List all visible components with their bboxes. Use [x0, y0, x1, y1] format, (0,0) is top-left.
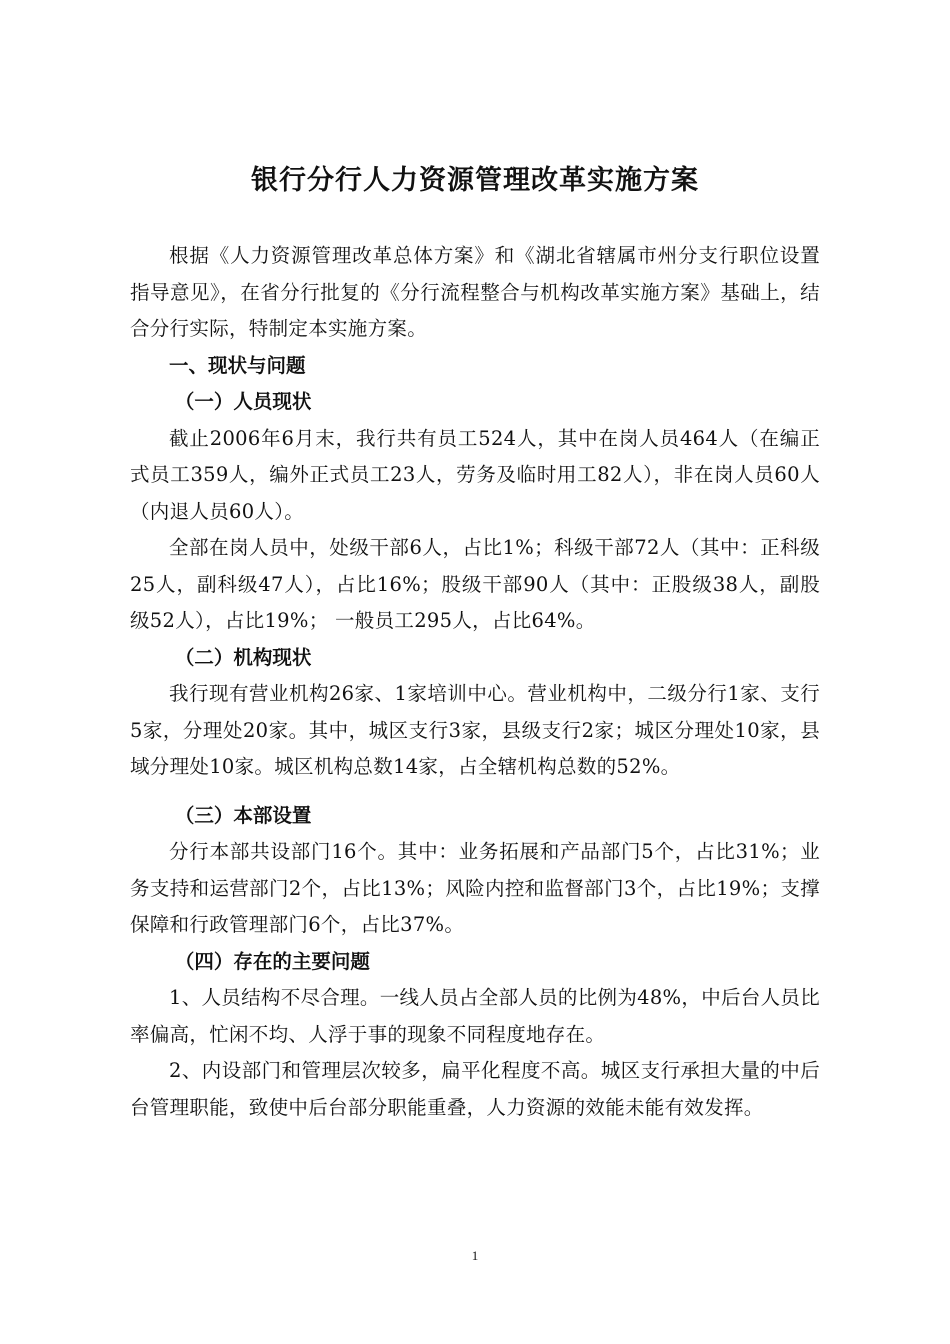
spacer	[130, 786, 820, 798]
page-number: 1	[471, 1248, 479, 1263]
problems-paragraph-2: 2、内设部门和管理层次较多，扁平化程度不高。城区支行承担大量的中后台管理职能，致使中后台部分职能重叠，人力资源的效能未能有效发挥。	[130, 1059, 820, 1119]
subsection-heading-problems: （四）存在的主要问题	[174, 949, 370, 973]
section-heading-status: 一、现状与问题	[169, 353, 306, 377]
problems-paragraph-1: 1、人员结构不尽合理。一线人员占全部人员的比例为48%，中后台人员比率偏高，忙闲不均、人浮于事的现象不同程度地存在。	[130, 986, 820, 1046]
subsection-heading-personnel: （一）人员现状	[174, 390, 312, 413]
headquarters-paragraph: 分行本部共设部门16个。其中：业务拓展和产品部门5个，占比31%；业务支持和运营部门2个，占比13%；风险内控和监督部门3个，占比19%；支撑保障和行政管理部门6个，占比37%。	[130, 840, 820, 936]
personnel-paragraph-2: 全部在岗人员中，处级干部6人，占比1%；科级干部72人（其中：正科级25人，副科级47人），占比16%；股级干部90人（其中：正股级38人，副股级52人），占比19%； 一般员工295人，占比64%。	[130, 536, 820, 632]
subsection-heading-headquarters: （三）本部设置	[174, 803, 312, 827]
personnel-paragraph-1: 截止2006年6月末，我行共有员工524人，其中在岗人员464人（在编正式员工359人，编外正式员工23人，劳务及临时用工82人），非在岗人员60人（内退人员60人）。	[130, 426, 820, 523]
intro-paragraph: 根据《人力资源管理改革总体方案》和《湖北省辖属市州分支行职位设置指导意见》，在省分行批复的《分行流程整合与机构改革实施方案》基础上，结合分行实际，特制定本实施方案。	[130, 244, 820, 340]
institutions-paragraph: 我行现有营业机构26家、1家培训中心。营业机构中，二级分行1家、支行5家，分理处20家。其中，城区支行3家，县级支行2家；城区分理处10家，县域分理处10家。城区机构总数14家，占全辖机构总数的52%。	[130, 682, 820, 778]
subsection-heading-institutions: （二）机构现状	[174, 645, 312, 669]
document-title: 银行分行人力资源管理改革实施方案	[251, 165, 699, 196]
document-body	[130, 238, 820, 1126]
